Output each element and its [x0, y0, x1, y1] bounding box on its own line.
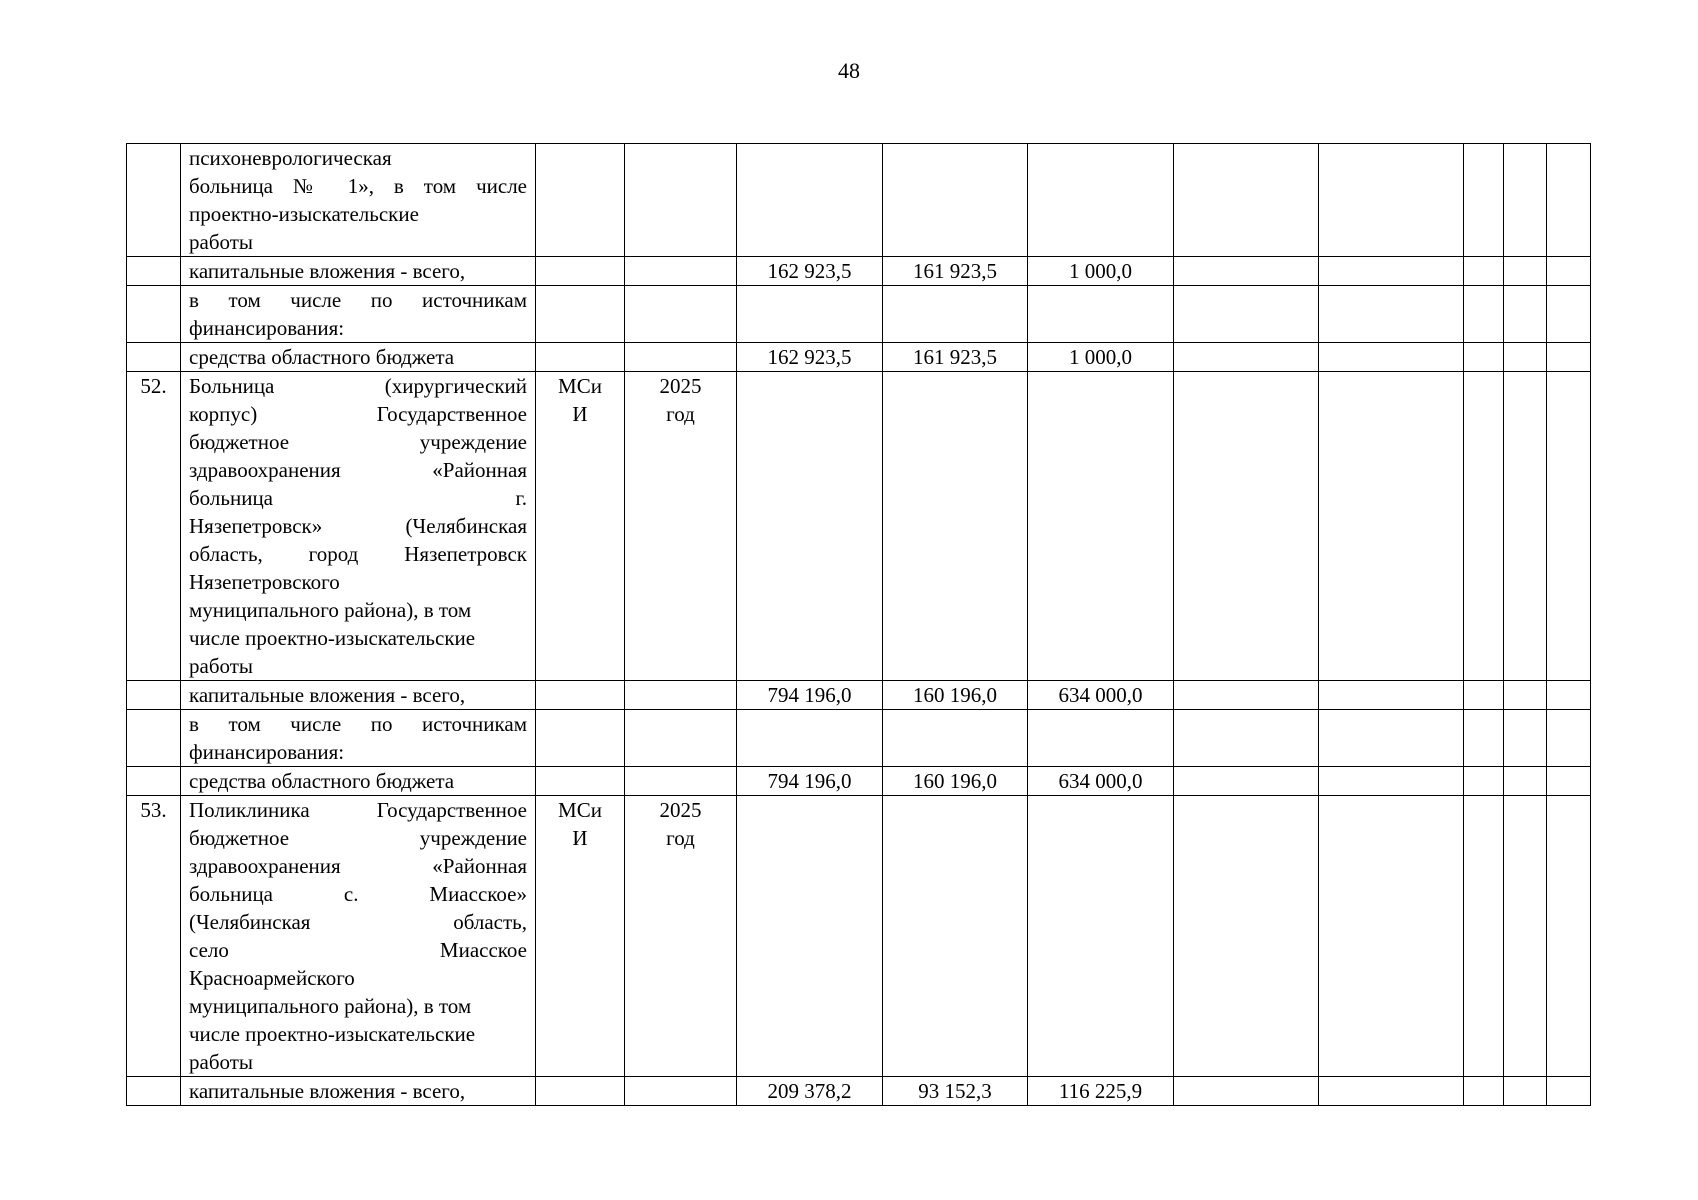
object-name-line: больница г. [189, 486, 527, 510]
total-amount-cell: 162 923,5 [737, 343, 883, 372]
object-name-line: больница № 1», в том числе [189, 174, 527, 198]
object-name-line: финансирования: [189, 740, 345, 764]
empty-cell [1547, 286, 1591, 343]
object-name-cell [181, 767, 536, 796]
object-name-line: капитальные вложения - всего, [189, 1079, 466, 1103]
table-row [127, 372, 1591, 681]
table-body [127, 144, 1591, 1106]
amount-cell [883, 144, 1028, 257]
empty-cell [1319, 343, 1464, 372]
empty-cell [1319, 286, 1464, 343]
object-name-cell [181, 1077, 536, 1106]
object-name-line: село Миасское [189, 938, 527, 962]
row-number-cell [127, 286, 181, 343]
empty-cell [1547, 767, 1591, 796]
row-number-cell [127, 343, 181, 372]
total-amount-cell: 794 196,0 [737, 767, 883, 796]
empty-cell [1464, 681, 1504, 710]
amount-cell: 1 000,0 [1028, 257, 1174, 286]
row-number-cell: 53. [127, 796, 181, 1077]
empty-cell [1504, 710, 1547, 767]
amount-cell [1028, 796, 1174, 1077]
table-row [127, 681, 1591, 710]
empty-cell [1504, 144, 1547, 257]
empty-cell [1504, 257, 1547, 286]
object-name-line: бюджетное учреждение [189, 430, 527, 454]
empty-cell [1174, 681, 1319, 710]
year-cell [625, 257, 737, 286]
total-amount-cell: 794 196,0 [737, 681, 883, 710]
empty-cell [1319, 767, 1464, 796]
table-row [127, 286, 1591, 343]
empty-cell [1504, 343, 1547, 372]
table-row [127, 710, 1591, 767]
amount-cell: 1 000,0 [1028, 343, 1174, 372]
executor-cell [536, 767, 625, 796]
page-number: 48 [838, 58, 860, 83]
empty-cell [1174, 257, 1319, 286]
table-row [127, 1077, 1591, 1106]
executor-cell [536, 681, 625, 710]
total-amount-cell [737, 286, 883, 343]
empty-cell [1319, 372, 1464, 681]
object-name-line: числе проектно-изыскательские [189, 626, 476, 650]
object-name-line: корпус) Государственное [189, 402, 527, 426]
total-amount-cell [737, 372, 883, 681]
empty-cell [1464, 710, 1504, 767]
empty-cell [1464, 286, 1504, 343]
executor-cell [536, 257, 625, 286]
object-name-line: психоневрологическая [189, 146, 392, 170]
object-name-line: в том числе по источникам [189, 712, 527, 736]
empty-cell [1174, 144, 1319, 257]
amount-cell [1028, 372, 1174, 681]
empty-cell [1464, 767, 1504, 796]
executor-cell [536, 286, 625, 343]
empty-cell [1547, 681, 1591, 710]
row-number-cell [127, 681, 181, 710]
executor-cell [536, 343, 625, 372]
amount-cell: 160 196,0 [883, 767, 1028, 796]
amount-cell: 160 196,0 [883, 681, 1028, 710]
object-name-line: область, город Нязепетровск [189, 542, 527, 566]
table-row [127, 767, 1591, 796]
amount-cell: 161 923,5 [883, 257, 1028, 286]
empty-cell [1464, 144, 1504, 257]
amount-cell: 634 000,0 [1028, 681, 1174, 710]
executor-cell: МСи И [536, 372, 625, 681]
empty-cell [1547, 257, 1591, 286]
empty-cell [1319, 710, 1464, 767]
year-cell [625, 767, 737, 796]
empty-cell [1504, 1077, 1547, 1106]
object-name-cell [181, 796, 536, 1077]
amount-cell: 161 923,5 [883, 343, 1028, 372]
executor-cell [536, 1077, 625, 1106]
row-number-cell [127, 710, 181, 767]
executor-cell: МСи И [536, 796, 625, 1077]
empty-cell [1547, 1077, 1591, 1106]
empty-cell [1504, 286, 1547, 343]
year-cell [625, 286, 737, 343]
row-number-cell [127, 1077, 181, 1106]
object-name-line: Нязепетровского [189, 570, 340, 594]
empty-cell [1464, 796, 1504, 1077]
empty-cell [1174, 286, 1319, 343]
empty-cell [1547, 144, 1591, 257]
amount-cell [1028, 286, 1174, 343]
empty-cell [1547, 343, 1591, 372]
empty-cell [1547, 372, 1591, 681]
object-name-cell [181, 710, 536, 767]
amount-cell [883, 796, 1028, 1077]
row-number-cell [127, 767, 181, 796]
year-cell: 2025 год [625, 796, 737, 1077]
empty-cell [1319, 257, 1464, 286]
total-amount-cell [737, 144, 883, 257]
amount-cell [883, 286, 1028, 343]
executor-cell [536, 144, 625, 257]
amount-cell: 634 000,0 [1028, 767, 1174, 796]
year-cell [625, 1077, 737, 1106]
object-name-cell [181, 144, 536, 257]
object-name-line: (Челябинская область, [189, 910, 527, 934]
object-name-line: бюджетное учреждение [189, 826, 527, 850]
amount-cell: 116 225,9 [1028, 1077, 1174, 1106]
empty-cell [1174, 372, 1319, 681]
object-name-line: проектно-изыскательские [189, 202, 419, 226]
object-name-line: финансирования: [189, 316, 345, 340]
object-name-line: Красноармейского [189, 966, 355, 990]
empty-cell [1174, 710, 1319, 767]
object-name-line: числе проектно-изыскательские [189, 1022, 476, 1046]
row-number-cell: 52. [127, 372, 181, 681]
object-name-line: муниципального района), в том [189, 598, 472, 622]
amount-cell: 93 152,3 [883, 1077, 1028, 1106]
object-name-line: капитальные вложения - всего, [189, 259, 466, 283]
year-cell [625, 710, 737, 767]
row-number-cell [127, 144, 181, 257]
amount-cell [1028, 144, 1174, 257]
object-name-line: Больница (хирургический [189, 374, 527, 398]
empty-cell [1504, 796, 1547, 1077]
amount-cell [1028, 710, 1174, 767]
amount-cell [883, 372, 1028, 681]
empty-cell [1464, 343, 1504, 372]
total-amount-cell: 209 378,2 [737, 1077, 883, 1106]
row-number-cell [127, 257, 181, 286]
object-name-cell [181, 286, 536, 343]
year-cell: 2025 год [625, 372, 737, 681]
object-name-line: работы [189, 654, 254, 678]
object-name-line: работы [189, 230, 254, 254]
empty-cell [1504, 767, 1547, 796]
empty-cell [1464, 1077, 1504, 1106]
object-name-line: в том числе по источникам [189, 288, 527, 312]
empty-cell [1547, 796, 1591, 1077]
table-row [127, 796, 1591, 1077]
empty-cell [1174, 1077, 1319, 1106]
empty-cell [1464, 372, 1504, 681]
total-amount-cell [737, 710, 883, 767]
object-name-line: работы [189, 1050, 254, 1074]
object-name-cell [181, 681, 536, 710]
empty-cell [1319, 1077, 1464, 1106]
empty-cell [1504, 681, 1547, 710]
object-name-line: средства областного бюджета [189, 345, 455, 369]
table-row [127, 144, 1591, 257]
object-name-line: Поликлиника Государственное [189, 798, 527, 822]
empty-cell [1174, 796, 1319, 1077]
table-row [127, 343, 1591, 372]
object-name-cell [181, 257, 536, 286]
investment-table [126, 143, 1591, 1106]
empty-cell [1174, 343, 1319, 372]
object-name-line: капитальные вложения - всего, [189, 683, 466, 707]
empty-cell [1464, 257, 1504, 286]
year-cell [625, 144, 737, 257]
amount-cell [883, 710, 1028, 767]
empty-cell [1319, 144, 1464, 257]
empty-cell [1174, 767, 1319, 796]
empty-cell [1547, 710, 1591, 767]
total-amount-cell [737, 796, 883, 1077]
object-name-line: средства областного бюджета [189, 769, 455, 793]
executor-cell [536, 710, 625, 767]
year-cell [625, 343, 737, 372]
object-name-line: здравоохранения «Районная [189, 458, 527, 482]
total-amount-cell: 162 923,5 [737, 257, 883, 286]
object-name-line: здравоохранения «Районная [189, 854, 527, 878]
empty-cell [1504, 372, 1547, 681]
object-name-cell [181, 343, 536, 372]
year-cell [625, 681, 737, 710]
object-name-line: муниципального района), в том [189, 994, 472, 1018]
object-name-cell [181, 372, 536, 681]
object-name-line: Нязепетровск» (Челябинская [189, 514, 527, 538]
table-row [127, 257, 1591, 286]
empty-cell [1319, 796, 1464, 1077]
object-name-line: больница с. Миасское» [189, 882, 527, 906]
empty-cell [1319, 681, 1464, 710]
